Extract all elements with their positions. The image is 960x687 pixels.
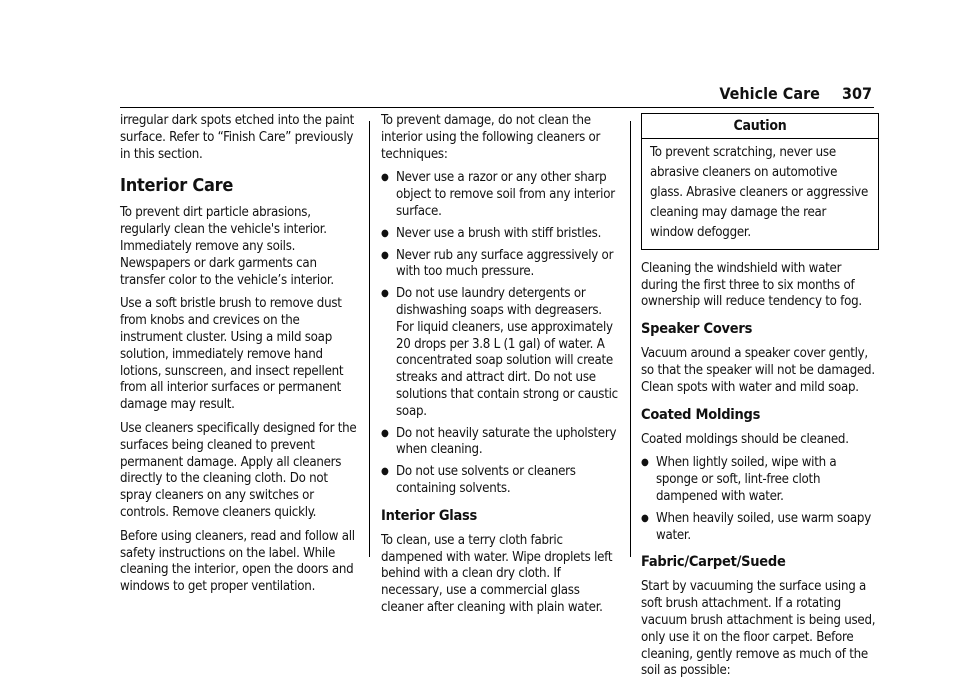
list-item: ● Do not heavily saturate the upholstery when cleaning.: [381, 425, 617, 458]
speaker-covers-paragraph: Vacuum around a speaker cover gently, so that the speaker will not be damaged. Clean spots with water and mild soap.: [641, 346, 875, 395]
column-2: [381, 113, 620, 624]
bullet-icon: ●: [381, 288, 389, 300]
interior-care-paragraph-3: Use cleaners specifically designed for the surfaces being cleaned to prevent permanent damage. Apply all cleaners directly to the cleaning cloth. Do not spray cleaners on any switches or controls. Remove cleaners quickly.: [120, 420, 357, 520]
coated-moldings-heading: Coated Moldings: [641, 406, 761, 423]
bullet-icon: ●: [641, 512, 649, 524]
section-title: Vehicle Care: [719, 84, 820, 103]
bullet-icon: ●: [641, 457, 649, 469]
list-item: ● Do not use solvents or cleaners containing solvents.: [381, 464, 576, 496]
interior-care-paragraph-2: Use a soft bristle brush to remove dust from knobs and crevices on the instrument cluster. Using a mild soap solution, immediately remove hand lotions, sunscreen, and insect repellent from all interior surfaces or permanent damage may result.: [120, 296, 344, 413]
interior-care-heading: Interior Care: [120, 175, 234, 197]
fabric-carpet-suede-paragraph: Start by vacuuming the surface using a soft brush attachment. If a rotating vacuum brush attachment is being used, only use it on the floor carpet. Before cleaning, gently remove as much of the soil as possible:: [641, 579, 876, 679]
list-item: ● When heavily soiled, use warm soapy water.: [641, 510, 871, 543]
header-rule: [120, 107, 874, 108]
bullet-icon: ●: [381, 172, 389, 184]
coated-moldings-paragraph: Coated moldings should be cleaned.: [641, 431, 849, 447]
bullet-icon: ●: [381, 466, 389, 478]
fabric-carpet-suede-heading: Fabric/Carpet/Suede: [641, 554, 786, 571]
list-item: ● Never use a brush with stiff bristles.: [381, 225, 602, 241]
interior-glass-paragraph: To clean, use a terry cloth fabric dampened with water. Wipe droplets left behind with a clean dry cloth. If necessary, use a commercial glass cleaner after cleaning with plain water.: [381, 532, 613, 615]
interior-care-paragraph-4: Before using cleaners, read and follow all safety instructions on the label. While cleaning the interior, open the doors and windows to get proper ventilation.: [120, 528, 355, 595]
column-divider-2: [630, 121, 631, 557]
caution-title: Caution: [642, 114, 878, 139]
column-1: [120, 113, 360, 603]
bullet-icon: ●: [381, 249, 389, 261]
cleaners-intro: To prevent damage, do not clean the interior using the following cleaners or techniques:: [381, 113, 601, 162]
column-3: [641, 113, 879, 687]
interior-care-paragraph-1: To prevent dirt particle abrasions, regularly clean the vehicle's interior. Immediately remove any soils. Newspapers or dark garments can transfer color to the vehicle’s interior.: [120, 205, 334, 288]
bullet-icon: ●: [381, 227, 389, 239]
list-item: ● Never use a razor or any other sharp object to remove soil from any interior surface.: [381, 170, 615, 219]
list-item: ● Never rub any surface aggressively or with too much pressure.: [381, 247, 614, 280]
interior-glass-heading: Interior Glass: [381, 507, 478, 524]
bullet-icon: ●: [381, 427, 389, 439]
caution-text: To prevent scratching, never use abrasive cleaners on automotive glass. Abrasive cleaners or aggressive cleaning may damage the rear window defogger.: [650, 144, 868, 240]
list-item: ● Do not use laundry detergents or dishwashing soaps with degreasers. For liquid cleaners, use approximately 20 drops per 3.8 L (1 gal) of water. A concentrated soap solution will create streaks and attract dirt. Do not use solutions that contain strong or caustic soap.: [381, 286, 618, 419]
column-divider-1: [369, 121, 370, 557]
speaker-covers-heading: Speaker Covers: [641, 321, 753, 338]
windshield-paragraph: Cleaning the windshield with water during the first three to six months of ownership will reduce tendency to fog.: [641, 260, 862, 310]
page-header: [719, 84, 872, 106]
intro-paragraph: irregular dark spots etched into the paint surface. Refer to “Finish Care” previously in this section.: [120, 113, 355, 162]
cleaners-list: [381, 170, 620, 497]
moldings-list: [641, 455, 879, 544]
page-number: 307: [841, 84, 872, 103]
list-item: ● When lightly soiled, wipe with a sponge or soft, lint-free cloth dampened with water.: [641, 455, 837, 504]
caution-box: [641, 113, 879, 250]
